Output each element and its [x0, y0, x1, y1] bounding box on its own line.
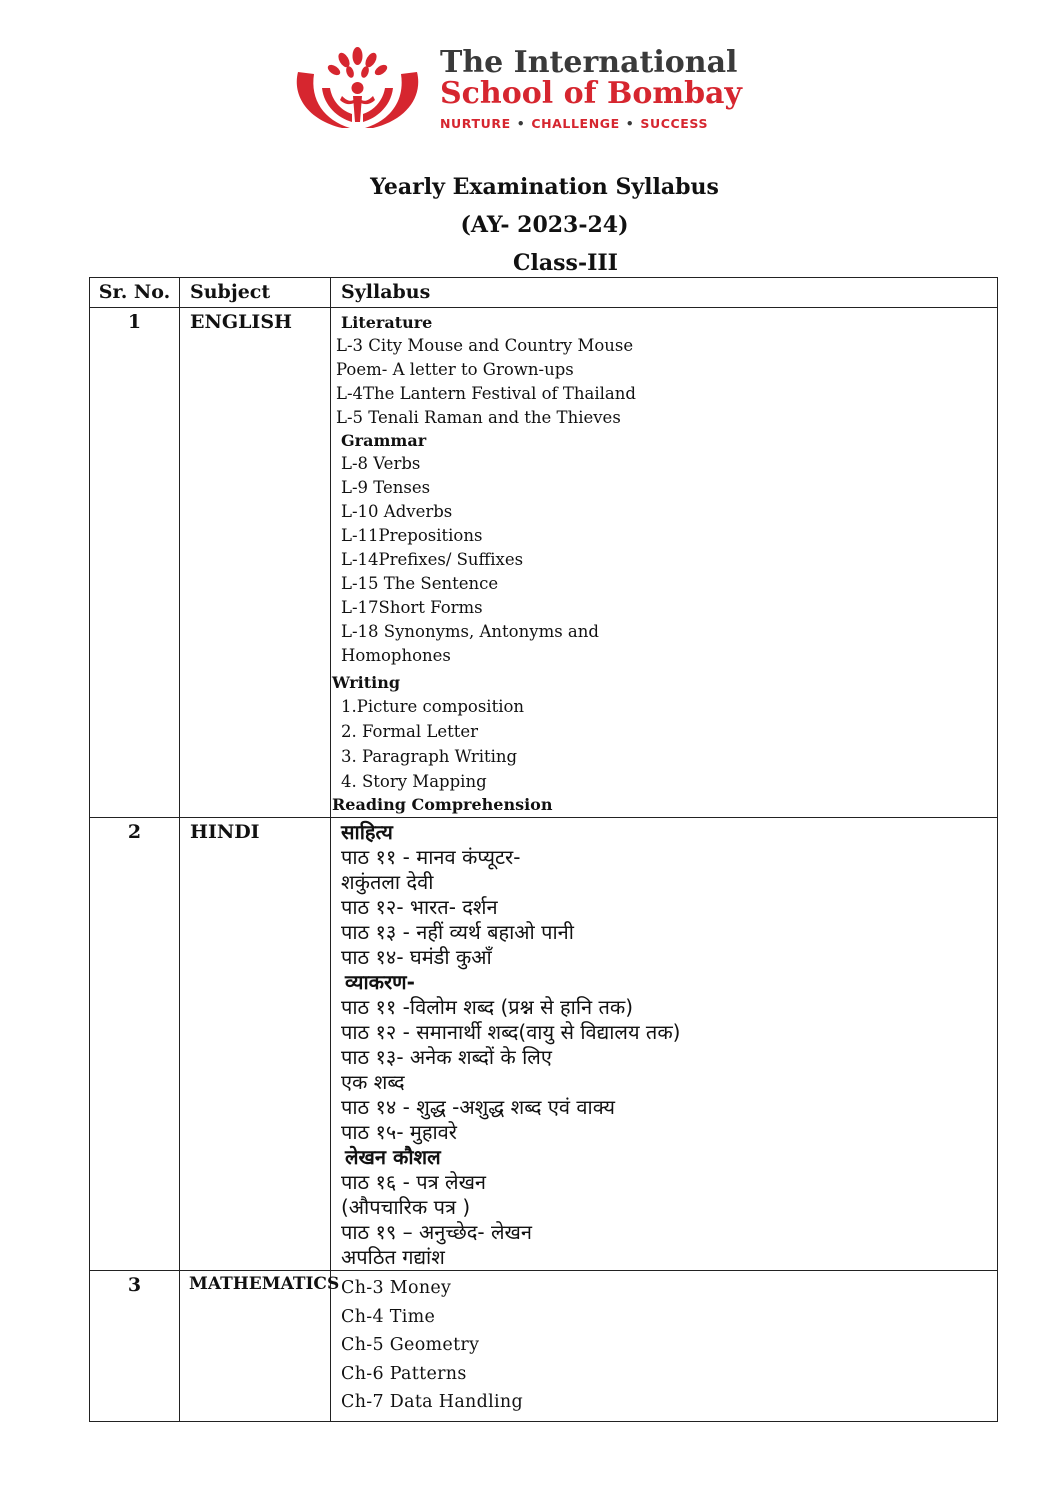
list-item: 2. Formal Letter: [341, 722, 478, 741]
list-item: L-9 Tenses: [341, 478, 431, 497]
list-item: पाठ १२ - समानार्थी शब्द(वायु से विद्यालय तक): [341, 1020, 681, 1044]
table-row: [90, 308, 998, 818]
list-item: 1.Picture composition: [341, 697, 525, 716]
list-item: पाठ ११ - मानव कंप्यूटर-: [341, 845, 521, 869]
section-title-literature: Literature: [341, 313, 433, 332]
sr-no-cell: 3: [90, 1271, 180, 1422]
list-item: L-5 Tenali Raman and the Thieves: [336, 408, 621, 427]
table-header-row: [90, 278, 998, 308]
section-title-sahitya: साहित्य: [341, 820, 393, 844]
list-item: Ch-5 Geometry: [341, 1335, 480, 1355]
list-item: L-14Prefixes/ Suffixes: [341, 550, 524, 569]
subject-cell: HINDI: [180, 818, 331, 1271]
list-item: L-8 Verbs: [341, 454, 421, 473]
list-item: L-11Prepositions: [341, 526, 483, 545]
list-item: Ch-4 Time: [341, 1306, 436, 1327]
school-logo: [290, 44, 760, 134]
syllabus-cell: [331, 308, 998, 818]
table-row: [90, 818, 998, 1271]
list-item: पाठ १४- घमंडी कुआँ: [341, 945, 492, 969]
class-label: Class-III: [513, 250, 618, 276]
column-header-subject: Subject: [180, 278, 331, 308]
list-item: Ch-6 Patterns: [341, 1363, 467, 1384]
list-item: पाठ १३- अनेक शब्दों के लिए: [341, 1045, 552, 1069]
list-item: Ch-7 Data Handling: [341, 1392, 523, 1412]
list-item: L-10 Adverbs: [341, 502, 453, 521]
list-item: Homophones: [341, 646, 451, 665]
tagline-separator: •: [625, 116, 635, 131]
syllabus-table: [89, 277, 998, 1422]
list-item: L-18 Synonyms, Antonyms and: [341, 622, 599, 641]
list-item: एक शब्द: [341, 1070, 405, 1094]
school-wordmark: [440, 45, 770, 131]
list-item: L-17Short Forms: [341, 598, 483, 617]
section-title-grammar: Grammar: [341, 431, 427, 450]
list-item: पाठ ११ -विलोम शब्द (प्रश्न से हानि तक): [341, 995, 634, 1019]
school-name-line2: School of Bombay: [440, 76, 742, 111]
section-title-vyakaran: व्याकरण-: [345, 970, 415, 994]
list-item: (औपचारिक पत्र ): [341, 1195, 471, 1219]
list-item: Ch-3 Money: [341, 1278, 452, 1298]
list-item: पाठ १५- मुहावरे: [341, 1120, 457, 1144]
list-item: L-15 The Sentence: [341, 574, 499, 593]
subject-cell: MATHEMATICS: [180, 1271, 331, 1422]
tagline-word: SUCCESS: [640, 116, 709, 131]
tagline-word: NURTURE: [440, 116, 511, 131]
syllabus-cell: [331, 818, 998, 1271]
list-item: पाठ १९ – अनुच्छेद- लेखन: [341, 1220, 533, 1244]
list-item: 3. Paragraph Writing: [341, 747, 518, 766]
page-title: Yearly Examination Syllabus: [370, 174, 719, 200]
list-item: पाठ १३ - नहीं व्यर्थ बहाओ पानी: [341, 920, 574, 944]
academic-year: (AY- 2023-24): [460, 212, 629, 238]
list-item: शकुंतला देवी: [341, 870, 434, 894]
school-name-line1: The International: [440, 45, 738, 80]
school-tagline: [440, 116, 770, 131]
sr-no-cell: 1: [90, 308, 180, 818]
section-title-lekhan-kaushal: लेखन कौशल: [345, 1145, 441, 1169]
syllabus-cell: [331, 1271, 998, 1422]
list-item: 4. Story Mapping: [341, 772, 487, 791]
tagline-separator: •: [516, 116, 526, 131]
section-title-reading-comprehension: Reading Comprehension: [332, 795, 553, 814]
sr-no-cell: 2: [90, 818, 180, 1271]
section-title-writing: Writing: [332, 673, 401, 692]
list-item: L-4The Lantern Festival of Thailand: [336, 384, 636, 403]
list-item: पाठ १४ - शुद्ध -अशुद्ध शब्द एवं वाक्य: [341, 1095, 615, 1119]
column-header-sr-no: Sr. No.: [90, 278, 180, 308]
table-row: [90, 1271, 998, 1422]
list-item: पाठ १२- भारत- दर्शन: [341, 895, 498, 919]
list-item: अपठित गद्यांश: [341, 1245, 445, 1269]
list-item: Poem- A letter to Grown-ups: [336, 360, 574, 379]
column-header-syllabus: Syllabus: [331, 278, 998, 308]
lotus-hands-emblem-icon: [290, 44, 425, 132]
list-item: L-3 City Mouse and Country Mouse: [336, 336, 634, 355]
subject-cell: ENGLISH: [180, 308, 331, 818]
tagline-word: CHALLENGE: [531, 116, 620, 131]
list-item: पाठ १६ - पत्र लेखन: [341, 1170, 487, 1194]
